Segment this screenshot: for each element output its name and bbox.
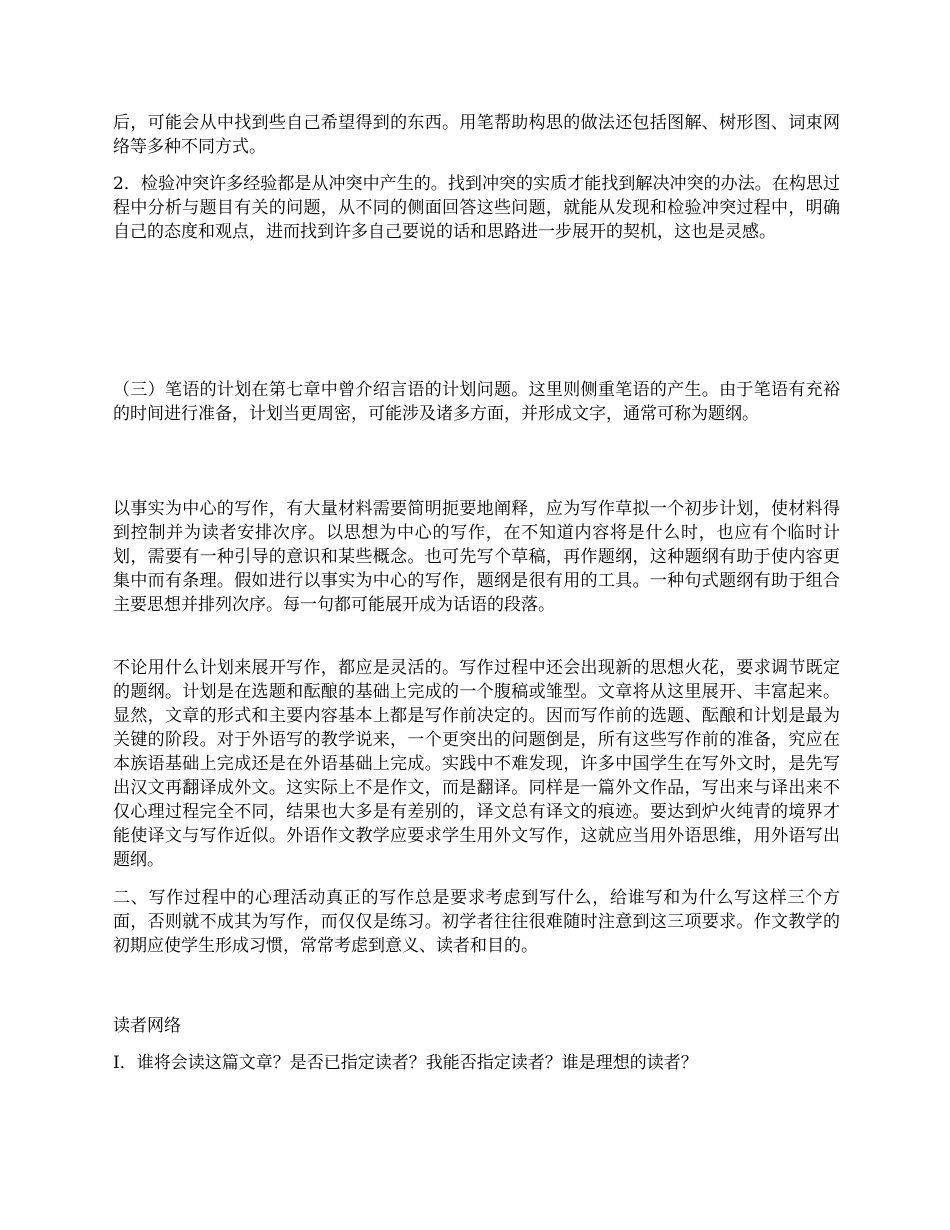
list-item-reader-question: I．谁将会读这篇文章？是否已指定读者？我能否指定读者？谁是理想的读者？ [113, 1053, 698, 1073]
paragraph-fact-centered-writing: 以事实为中心的写作，有大量材料需要简明扼要地阐释，应为写作草拟一个初步计划，使材料得到控制并为读者安排次序。以思想为中心的写作，在不知道内容将是什么时，也应有个临时计划，需要有一种引导的意识和某些概念。也可先写个草稿，再作题纲，这种题纲有助于使内容更集中而有条理。假如进行以事实为中心的写作，题纲是很有用的工具。一种句式题纲有助于组合主要思想并排列次序。每一句都可能展开成为话语的段落。 [113, 499, 840, 615]
paragraph-conflict-check: 2．检验冲突许多经验都是从冲突中产生的。找到冲突的实质才能找到解决冲突的办法。在构思过程中分析与题目有关的问题，从不同的侧面回答这些问题，就能从发现和检验冲突过程中，明确自己的态度和观点，进而找到许多自己要说的话和思路进一步展开的契机，这也是灵感。 [113, 174, 840, 242]
paragraph-written-plan: （三）笔语的计划在第七章中曾介绍言语的计划问题。这里则侧重笔语的产生。由于笔语有充裕的时间进行准备，计划当更周密，可能涉及诸多方面，并形成文字，通常可称为题纲。 [113, 380, 840, 424]
paragraph-flexible-plan: 不论用什么计划来展开写作，都应是灵活的。写作过程中还会出现新的思想火花，要求调节既定的题纲。计划是在选题和酝酿的基础上完成的一个腹稿或雏型。文章将从这里展开、丰富起来。显然，文章的形式和主要内容基本上都是写作前决定的。因而写作前的选题、酝酿和计划是最为关键的阶段。对于外语写的教学说来，一个更突出的问题倒是，所有这些写作前的准备，究应在本族语基础上完成还是在外语基础上完成。实践中不难发现，许多中国学生在写外文时，是先写出汉文再翻译成外文。这实际上不是作文，而是翻译。同样是一篇外文作品，写出来与译出来不仅心理过程完全不同，结果也大多是有差别的，译文总有译文的痕迹。要达到炉火纯青的境界才能使译文与写作近似。外语作文教学应要求学生用外文写作，这就应当用外语思维，用外语写出题纲。 [113, 658, 840, 870]
section-heading-reader-network: 读者网络 [113, 1016, 181, 1036]
paragraph-continuation: 后，可能会从中找到些自己希望得到的东西。用笔帮助构思的做法还包括图解、树形图、词束网络等多种不同方式。 [113, 113, 840, 157]
paragraph-writing-psychology: 二、写作过程中的心理活动真正的写作总是要求考虑到写什么，给谁写和为什么写这样三个方面，否则就不成其为写作，而仅仅是练习。初学者往往很难随时注意到这三项要求。作文教学的初期应使学生形成习惯，常常考虑到意义、读者和目的。 [113, 888, 840, 956]
